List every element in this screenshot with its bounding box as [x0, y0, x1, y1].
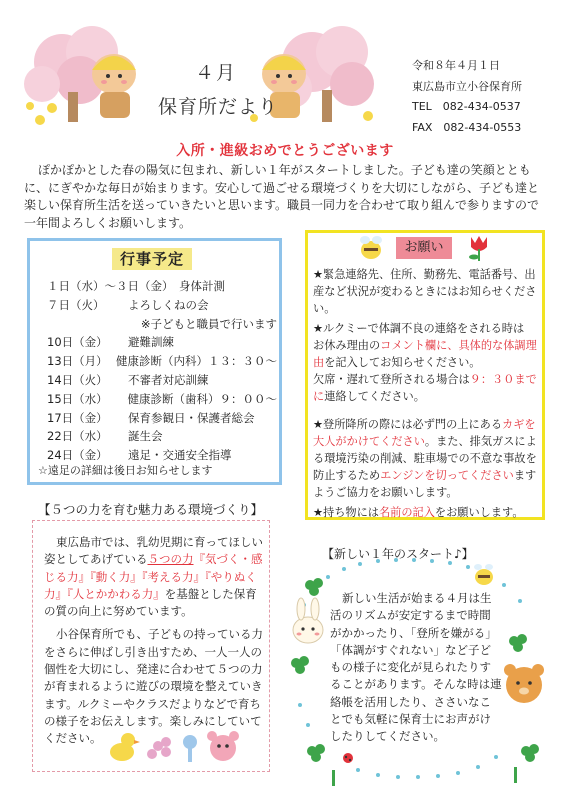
- duck-icon: [110, 733, 140, 761]
- rattle-icon: [183, 735, 197, 762]
- five-powers-title: 【５つの力を育む魅力ある環境づくり】: [38, 502, 264, 517]
- event-row: 17日（金） 保育参観日・保護者総会: [47, 410, 255, 425]
- request-gate-engine: ★登所降所の際には必ず門の上にあるカギを大人がかけてください。また、排気ガスによる環境汚染の削減、駐車場での不意な事故を防止するためエンジンを切ってくださいますようご協力をお願いします。: [313, 418, 537, 499]
- event-row: ※子どもと職員で行います: [140, 316, 277, 331]
- event-row: 22日（水） 誕生会: [47, 429, 163, 444]
- events-list: [47, 277, 277, 465]
- newsletter-title: 保育所だより: [157, 96, 278, 118]
- events-note: ☆遠足の詳細は後日お知らせします: [38, 464, 213, 477]
- event-row: 14日（火） 不審者対応訓練: [47, 372, 209, 387]
- flower-icon: [147, 737, 171, 759]
- event-row: 15日（水） 健康診断（歯科）９：００～: [47, 391, 277, 406]
- header-meta: [412, 56, 522, 138]
- toys-illustration: [108, 724, 268, 766]
- event-row: １日（水）～３日（金） 身体計測: [47, 279, 225, 293]
- bear-icon: [504, 664, 544, 703]
- event-row: 10日（金） 避難訓練: [47, 335, 174, 350]
- tel-number: TEL 082-434-0537: [412, 100, 521, 113]
- organization-name: 東広島市立小谷保育所: [412, 79, 522, 93]
- ladybug-icon: [343, 753, 353, 763]
- five-powers-paragraph-1: 東広島市では、乳幼児期に育ってほしい姿としてあげている５つの力『気づく・感じる力』『動く力』『考える力』『やりぬく力』『人とかかわる力』を基盤とした保育の質の向上に努めています。: [44, 535, 263, 619]
- events-heading: 行事予定: [112, 248, 192, 270]
- new-start-text: 新しい生活が始まる４月は生活のリズムが安定するまで時間がかかったり、「登所を嫌がる」「体調がすぐれない」など子どもの様子に変化が見られたりすることがあります。そんな時は連絡帳を活用したり、ささいなことでも気軽に保育士にお声がけしたりしてください。: [330, 591, 502, 744]
- request-illness-report: ★ルクミーで体調不良の連絡をされる時は お休み理由のコメント欄に、具体的な体調理由を記入してお知らせください。 欠席・遅れて登所される場合は９：３０までに連絡してください。: [313, 322, 537, 403]
- month-label: ４月: [194, 62, 237, 84]
- requests-heading: お願い: [396, 237, 452, 259]
- teddy-bear-icon: [207, 731, 239, 761]
- fax-number: FAX 082-434-0553: [412, 120, 522, 134]
- new-start-title: 【新しい１年のスタート♪】: [322, 547, 474, 561]
- chick-icons-left: [26, 102, 57, 125]
- issue-date: 令和８年４月１日: [412, 59, 500, 72]
- event-row: 24日（金） 遠足・交通安全指導: [47, 448, 232, 463]
- tulip-icon: [466, 233, 492, 263]
- request-name-labels: ★持ち物には名前の記入をお願いします。: [313, 506, 524, 519]
- greeting-title: 入所・進級おめでとうございます: [176, 143, 394, 159]
- bee-icon: [474, 564, 493, 585]
- request-contact-change: ★緊急連絡先、住所、勤務先、電話番号、出産など状況が変わるときにはお知らせください。: [313, 268, 537, 315]
- five-powers-paragraph-2: 小谷保育所でも、子どもの持っている力をさらに伸ばし引き出すため、一人一人の個性を大切にし、発達に合わせて５つの力が育まれるように遊びの環境を整えていきます。ルクミーやクラスだよりなどで育ちの様子をお伝えします。楽しみにしていてください。: [44, 627, 263, 746]
- event-row: 13日（月） 健康診断（内科）１３：３０～: [47, 354, 277, 369]
- bee-icon: [356, 234, 386, 262]
- greeting-body: ぽかぽかとした春の陽気に包まれ、新しい１年がスタートしました。子ども達の笑顔とともに、にぎやかな毎日が始まります。安心して過ごせる環境づくりを大切にしながら、子ども達と楽しい保育所生活を送っていきたいと思います。職員一同力を合わせて取り組んで参りますので一年間よろしくお願いします。: [24, 163, 540, 230]
- rabbit-icon: [293, 598, 323, 643]
- event-row: ７日（火） よろしくねの会: [47, 297, 209, 312]
- five-powers-text: [44, 534, 266, 748]
